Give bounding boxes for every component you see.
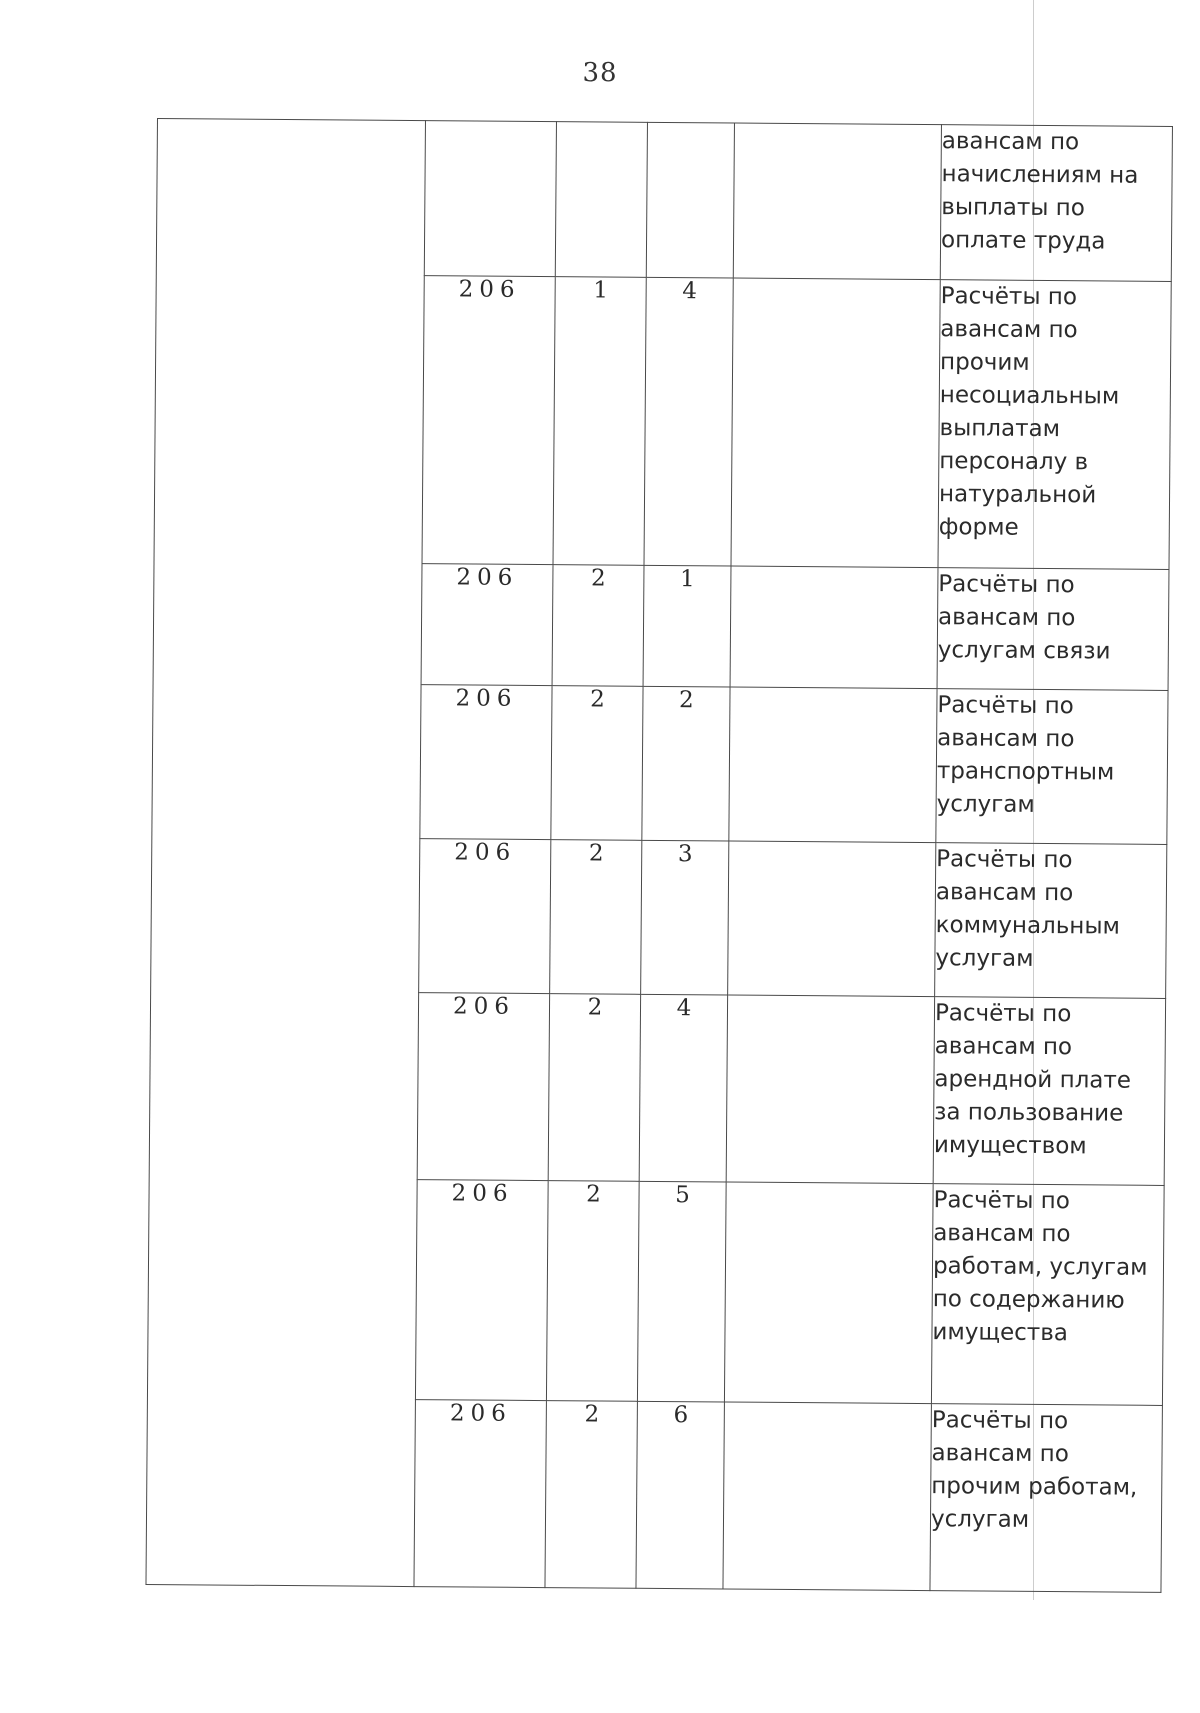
account-description-cell: Расчёты по авансам по коммунальным услугам — [935, 843, 1167, 999]
account-code-cell: 206 — [417, 993, 549, 1181]
account-code-cell — [424, 121, 556, 277]
account-sub2-cell: 6 — [636, 1401, 724, 1589]
account-sub1-cell: 2 — [550, 840, 642, 995]
account-sub2-cell: 4 — [639, 994, 727, 1182]
account-sub1-cell: 2 — [552, 565, 644, 687]
account-sub2-cell: 5 — [637, 1181, 726, 1402]
table-row — [156, 119, 1172, 282]
account-description-cell: авансам по начислениям на выплаты по оплате труда — [940, 125, 1172, 282]
account-sub1-cell: 2 — [546, 1181, 639, 1402]
merged-left-cell — [146, 119, 426, 1587]
account-description-cell: Расчёты по авансам по транспортным услугам — [936, 689, 1168, 845]
account-description-cell: Расчёты по авансам по прочим несоциальным выплатам персоналу в натуральной форме — [938, 280, 1171, 570]
account-description-cell: Расчёты по авансам по прочим работам, услугам — [930, 1404, 1162, 1593]
account-sub1-cell — [555, 122, 647, 278]
account-sub2-cell: 1 — [643, 565, 731, 687]
account-sub2-cell: 2 — [642, 686, 730, 841]
blank-cell — [733, 123, 941, 280]
account-description-cell: Расчёты по авансам по работам, услугам по содержанию имущества — [931, 1184, 1164, 1406]
blank-cell — [726, 995, 934, 1184]
page-number: 38 — [582, 58, 618, 88]
blank-cell — [724, 1182, 933, 1404]
account-code-cell: 206 — [422, 276, 555, 565]
account-sub2-cell — [646, 122, 734, 278]
account-sub1-cell: 2 — [545, 1401, 637, 1589]
blank-cell — [731, 278, 940, 568]
account-code-cell: 206 — [421, 564, 553, 686]
account-description-cell: Расчёты по авансам по арендной плате за пользование имуществом — [933, 997, 1165, 1186]
account-sub2-cell: 4 — [644, 277, 733, 566]
blank-cell — [729, 687, 937, 843]
blank-cell — [730, 566, 938, 689]
account-code-cell: 206 — [415, 1180, 548, 1401]
account-code-cell: 206 — [414, 1400, 546, 1588]
account-sub1-cell: 2 — [551, 686, 643, 841]
account-description-cell: Расчёты по авансам по услугам связи — [937, 568, 1169, 691]
blank-cell — [723, 1402, 931, 1591]
accounts-table — [145, 118, 1172, 1593]
account-sub1-cell: 1 — [553, 277, 646, 566]
account-code-cell: 206 — [419, 839, 551, 994]
account-sub1-cell: 2 — [548, 994, 640, 1182]
blank-cell — [728, 841, 936, 997]
account-sub2-cell: 3 — [641, 840, 729, 995]
account-code-cell: 206 — [420, 685, 552, 840]
